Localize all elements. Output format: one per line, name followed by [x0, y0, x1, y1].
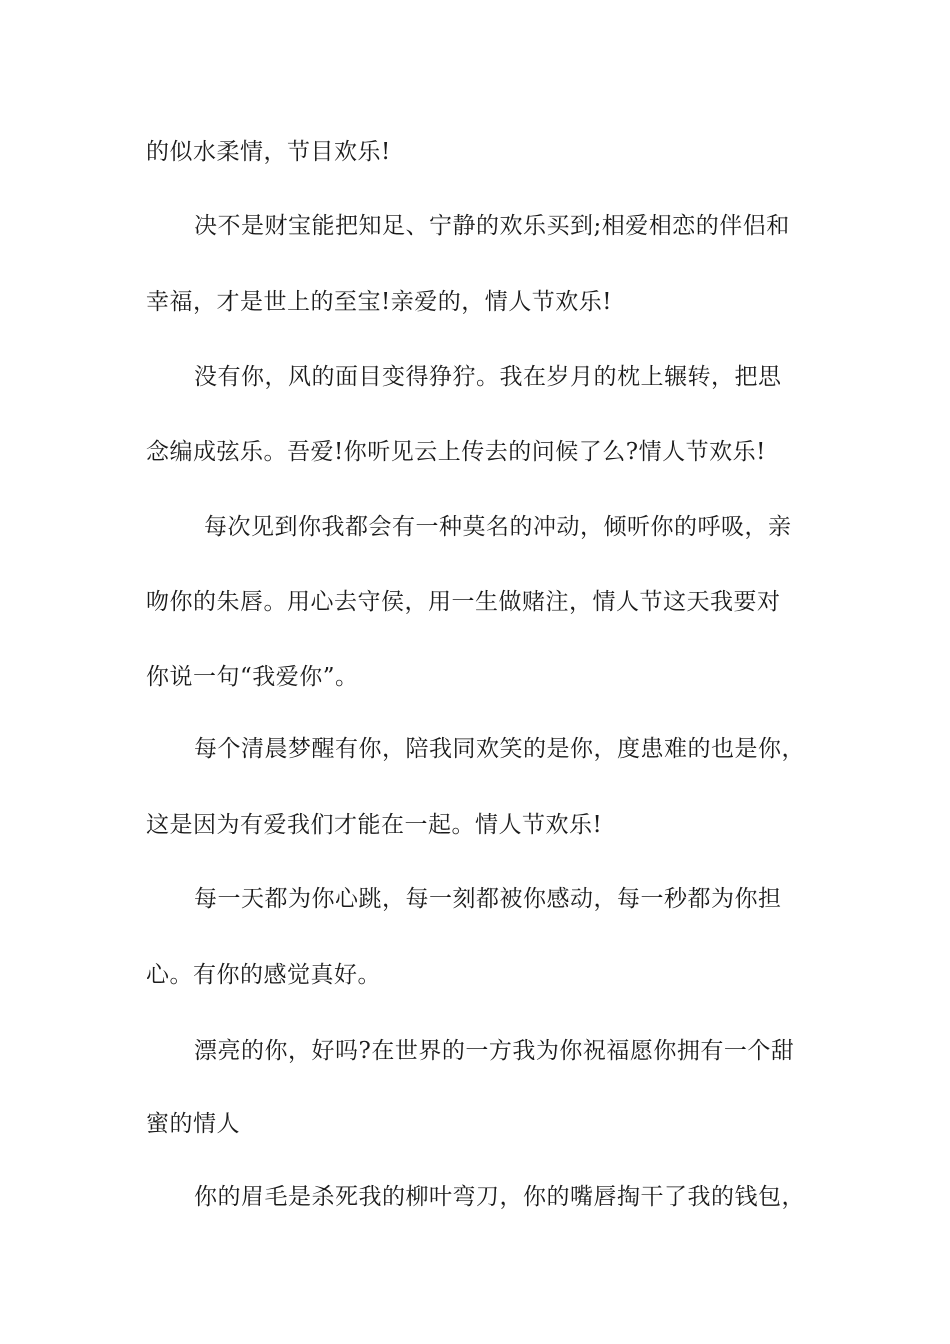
text-line-7: 吻你的朱唇。用心去守侯，用一生做赌注，情人节这天我要对: [146, 589, 781, 615]
text-line-2: 决不是财宝能把知足、宁静的欢乐买到;相爱相恋的伴侣和: [194, 213, 790, 239]
text-line-9: 每个清晨梦醒有你，陪我同欢笑的是你，度患难的也是你，: [194, 736, 805, 762]
text-line-12: 心。有你的感觉真好。: [146, 962, 381, 988]
text-line-3: 幸福，才是世上的至宝!亲爱的，情人节欢乐!: [146, 289, 612, 315]
text-line-11: 每一天都为你心跳，每一刻都被你感动，每一秒都为你担: [194, 886, 782, 912]
text-line-13: 漂亮的你，好吗?在世界的一方我为你祝福愿你拥有一个甜: [194, 1038, 795, 1064]
text-line-4: 没有你，风的面目变得狰狞。我在岁月的枕上辗转，把思: [194, 364, 782, 390]
text-line-5: 念编成弦乐。吾爱!你听见云上传去的问候了么?情人节欢乐!: [146, 439, 766, 465]
text-line-6: 每次见到你我都会有一种莫名的冲动，倾听你的呼吸，亲: [204, 514, 792, 540]
text-line-8: 你说一句“我爱你”。: [146, 664, 359, 690]
text-line-14: 蜜的情人: [146, 1111, 240, 1137]
text-line-10: 这是因为有爱我们才能在一起。情人节欢乐!: [146, 812, 603, 838]
text-line-15: 你的眉毛是杀死我的柳叶弯刀，你的嘴唇掏干了我的钱包，: [194, 1184, 805, 1210]
text-line-1: 的似水柔情，节目欢乐!: [146, 139, 391, 165]
